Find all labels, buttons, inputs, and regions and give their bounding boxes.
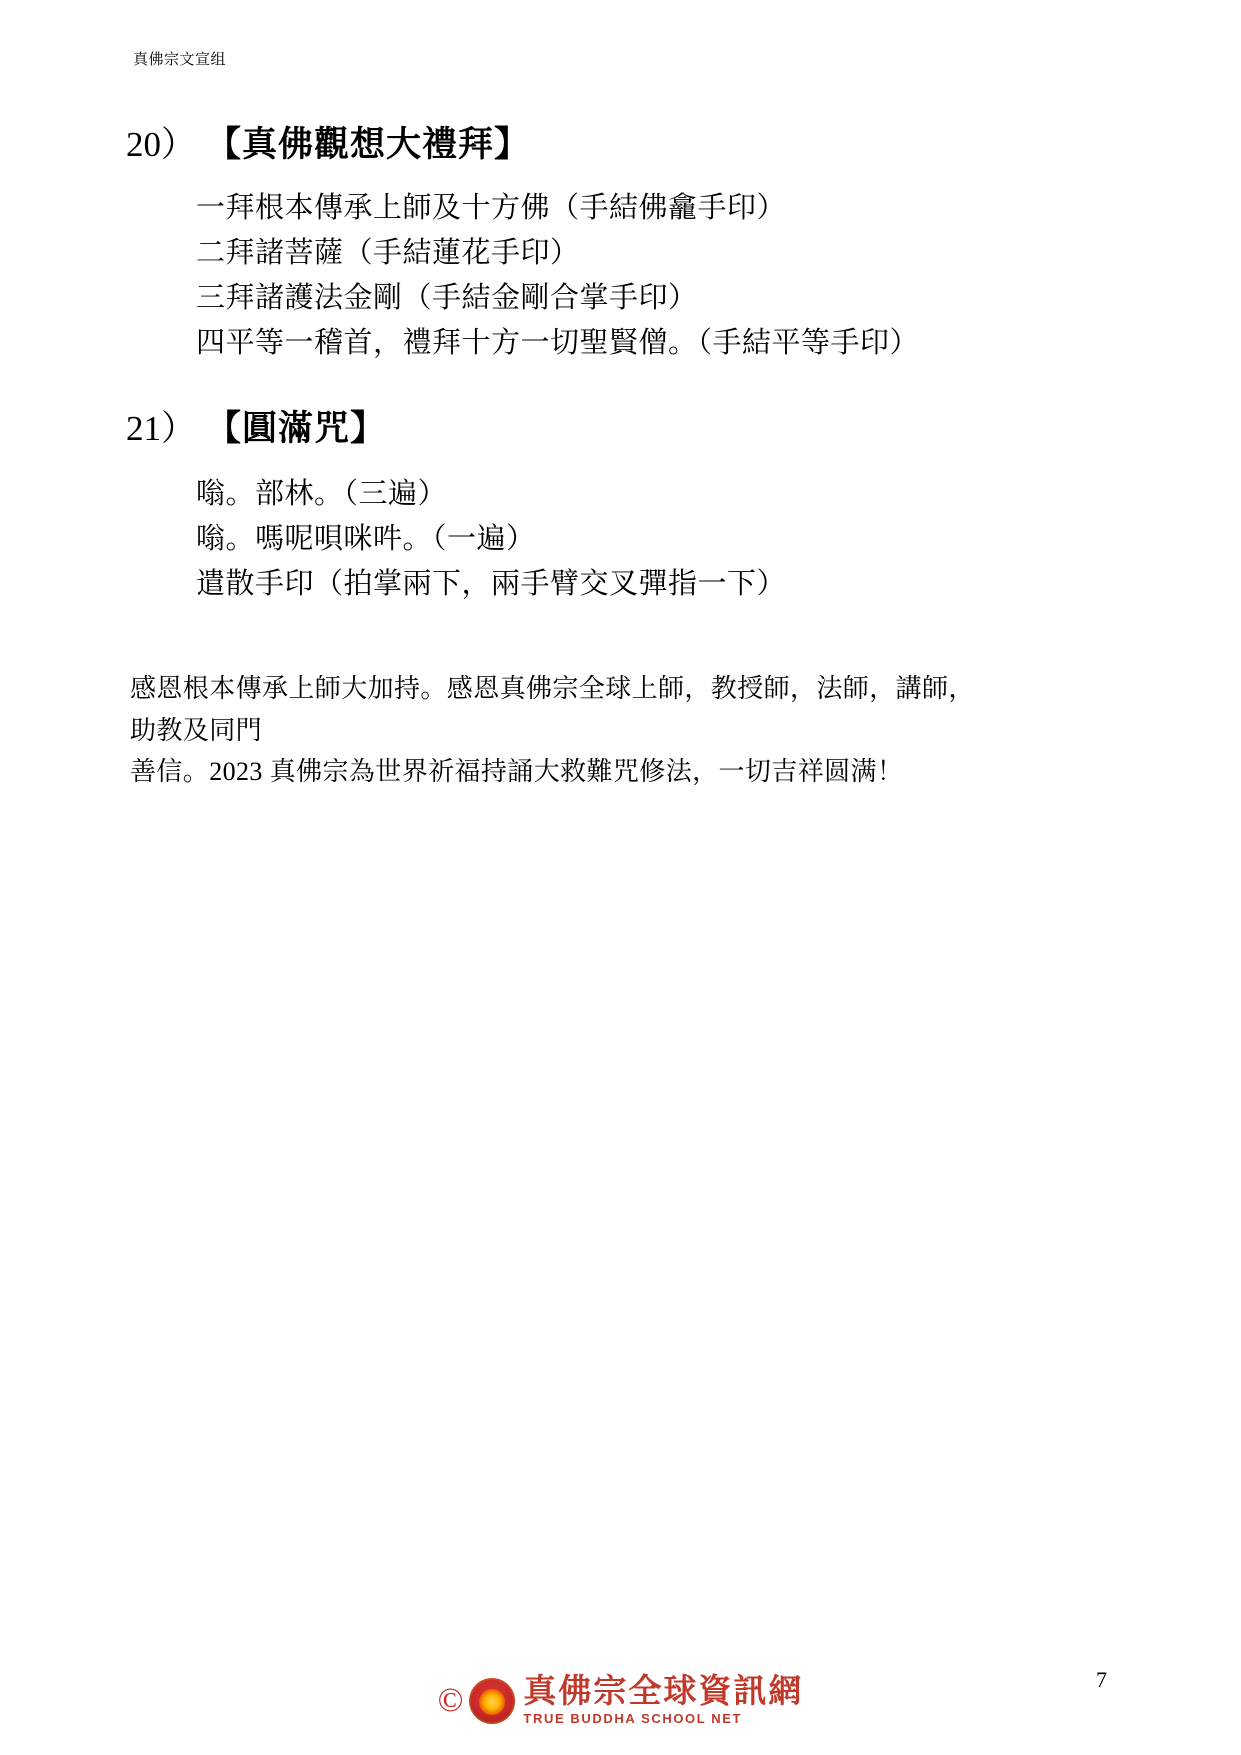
section-21-line-1: 嗡。部林。（三遍） [196,478,448,510]
page-number: 7 [1096,1667,1107,1692]
section-21-line-2: 嗡。嗎呢唄咪吽。（一遍） [196,522,536,555]
closing-paragraph [130,668,975,793]
section-21-number: 21） [126,409,197,448]
lotus-emblem-icon [469,1678,515,1724]
section-20-line-1: 一拜根本傳承上師及十方佛（手結佛龕手印） [196,192,787,224]
section-21-heading [0,408,1241,450]
page-footer [0,1645,1241,1755]
logo-text [523,1675,803,1727]
section-20-line-4: 四平等一稽首，禮拜十方一切聖賢僧。（手結平等手印） [196,326,920,359]
section-21-title: 【圓滿咒】 [206,409,387,448]
section-21-line-3: 遣散手印（拍掌兩下，兩手臂交叉彈指一下） [196,567,787,600]
section-20-number: 20） [126,125,197,164]
section-20-line-3: 三拜諸護法金剛（手結金剛合掌手印） [196,281,698,314]
section-20 [0,124,1241,366]
section-20-title: 【真佛觀想大禮拜】 [206,125,531,164]
site-logo [438,1675,804,1727]
section-20-heading [0,124,1241,166]
logo-chinese-text: 真佛宗全球資訊網 [523,1673,804,1710]
header-organization: 真佛宗文宣组 [133,51,227,68]
closing-line-1: 感恩根本傳承上師大加持。感恩真佛宗全球上師，教授師，法師，講師，助教及同門 [130,674,975,745]
section-21 [0,408,1241,607]
section-20-line-2: 二拜諸菩薩（手結蓮花手印） [196,236,580,269]
copyright-icon: © [437,1681,464,1719]
closing-line-2: 善信。2023 真佛宗為世界祈福持誦大救難咒修法，一切吉祥圆满！ [130,757,904,787]
logo-english-text: TRUE BUDDHA SCHOOL NET [523,1711,743,1727]
